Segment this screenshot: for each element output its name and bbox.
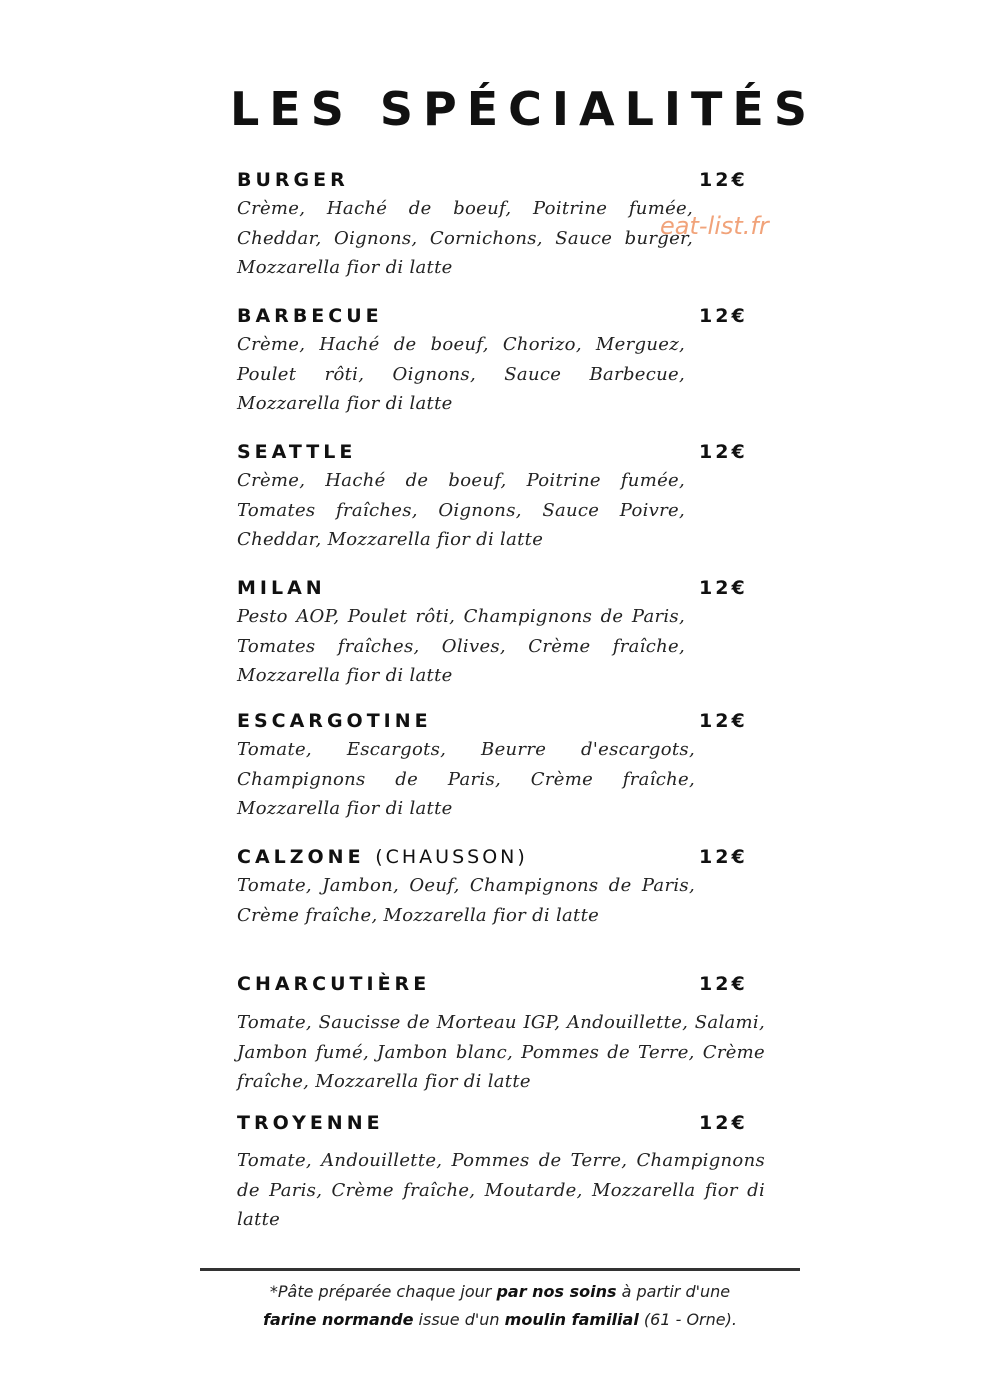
item-description: Tomate, Escargots, Beurre d'escargots, Champignons de Paris, Crème fraîche, Mozzarella fior di latte <box>237 739 695 819</box>
footnote-text: issue d'un <box>413 1310 505 1329</box>
item-description: Tomate, Andouillette, Pommes de Terre, Champignons de Paris, Crème fraîche, Moutarde, Mozzarella fior di latte <box>237 1150 765 1230</box>
item-name-suffix: (CHAUSSON) <box>375 846 528 868</box>
item-price: 12€ <box>699 846 748 868</box>
menu-item-barbecue <box>237 302 748 419</box>
item-name: ESCARGOTINE <box>237 710 432 732</box>
item-price: 12€ <box>699 441 748 463</box>
item-name: TROYENNE <box>237 1112 384 1134</box>
item-price: 12€ <box>699 305 748 327</box>
item-name: BARBECUE <box>237 305 383 327</box>
item-name <box>237 843 695 871</box>
watermark: eat-list.fr <box>660 212 769 240</box>
footnote-divider <box>200 1268 800 1271</box>
menu-item-troyenne <box>237 1109 765 1235</box>
footnote-text: *Pâte préparée chaque jour <box>269 1282 497 1301</box>
footnote <box>200 1278 800 1334</box>
footnote-line-2 <box>200 1306 800 1334</box>
item-price: 12€ <box>699 169 748 191</box>
item-price: 12€ <box>699 1112 748 1134</box>
page-title: LES SPÉCIALITÉS <box>230 82 817 136</box>
item-price: 12€ <box>699 973 748 995</box>
menu-item-calzone <box>237 843 748 930</box>
footnote-text: à partir d'une <box>616 1282 731 1301</box>
item-description: Crème, Haché de boeuf, Chorizo, Merguez, Poulet rôti, Oignons, Sauce Barbecue, Mozzarella fior di latte <box>237 334 685 414</box>
footnote-emphasis: par nos soins <box>496 1282 617 1301</box>
item-price: 12€ <box>699 710 748 732</box>
item-name: MILAN <box>237 577 326 599</box>
item-description: Tomate, Saucisse de Morteau IGP, Andouillette, Salami, Jambon fumé, Jambon blanc, Pommes de Terre, Crème fraîche, Mozzarella fior di latte <box>237 1012 765 1092</box>
item-description: Pesto AOP, Poulet rôti, Champignons de Paris, Tomates fraîches, Olives, Crème fraîche, Mozzarella fior di latte <box>237 606 685 686</box>
footnote-text: (61 - Orne). <box>638 1310 737 1329</box>
item-price: 12€ <box>699 577 748 599</box>
item-name: CHARCUTIÈRE <box>237 973 431 995</box>
footnote-emphasis: moulin familial <box>504 1310 639 1329</box>
item-description: Tomate, Jambon, Oeuf, Champignons de Paris, Crème fraîche, Mozzarella fior di latte <box>237 875 695 926</box>
menu-item-escargotine <box>237 707 748 824</box>
item-name: BURGER <box>237 169 349 191</box>
item-name: SEATTLE <box>237 441 357 463</box>
menu-item-charcutiere <box>237 970 765 1097</box>
item-name-main: CALZONE <box>237 846 365 868</box>
menu-item-seattle <box>237 438 748 555</box>
item-description: Crème, Haché de boeuf, Poitrine fumée, Cheddar, Oignons, Cornichons, Sauce burger, Mozzarella fior di latte <box>237 198 693 278</box>
item-description: Crème, Haché de boeuf, Poitrine fumée, Tomates fraîches, Oignons, Sauce Poivre, Cheddar, Mozzarella fior di latte <box>237 470 685 550</box>
footnote-emphasis: farine normande <box>263 1310 414 1329</box>
footnote-line-1 <box>200 1278 800 1306</box>
menu-item-milan <box>237 574 748 691</box>
